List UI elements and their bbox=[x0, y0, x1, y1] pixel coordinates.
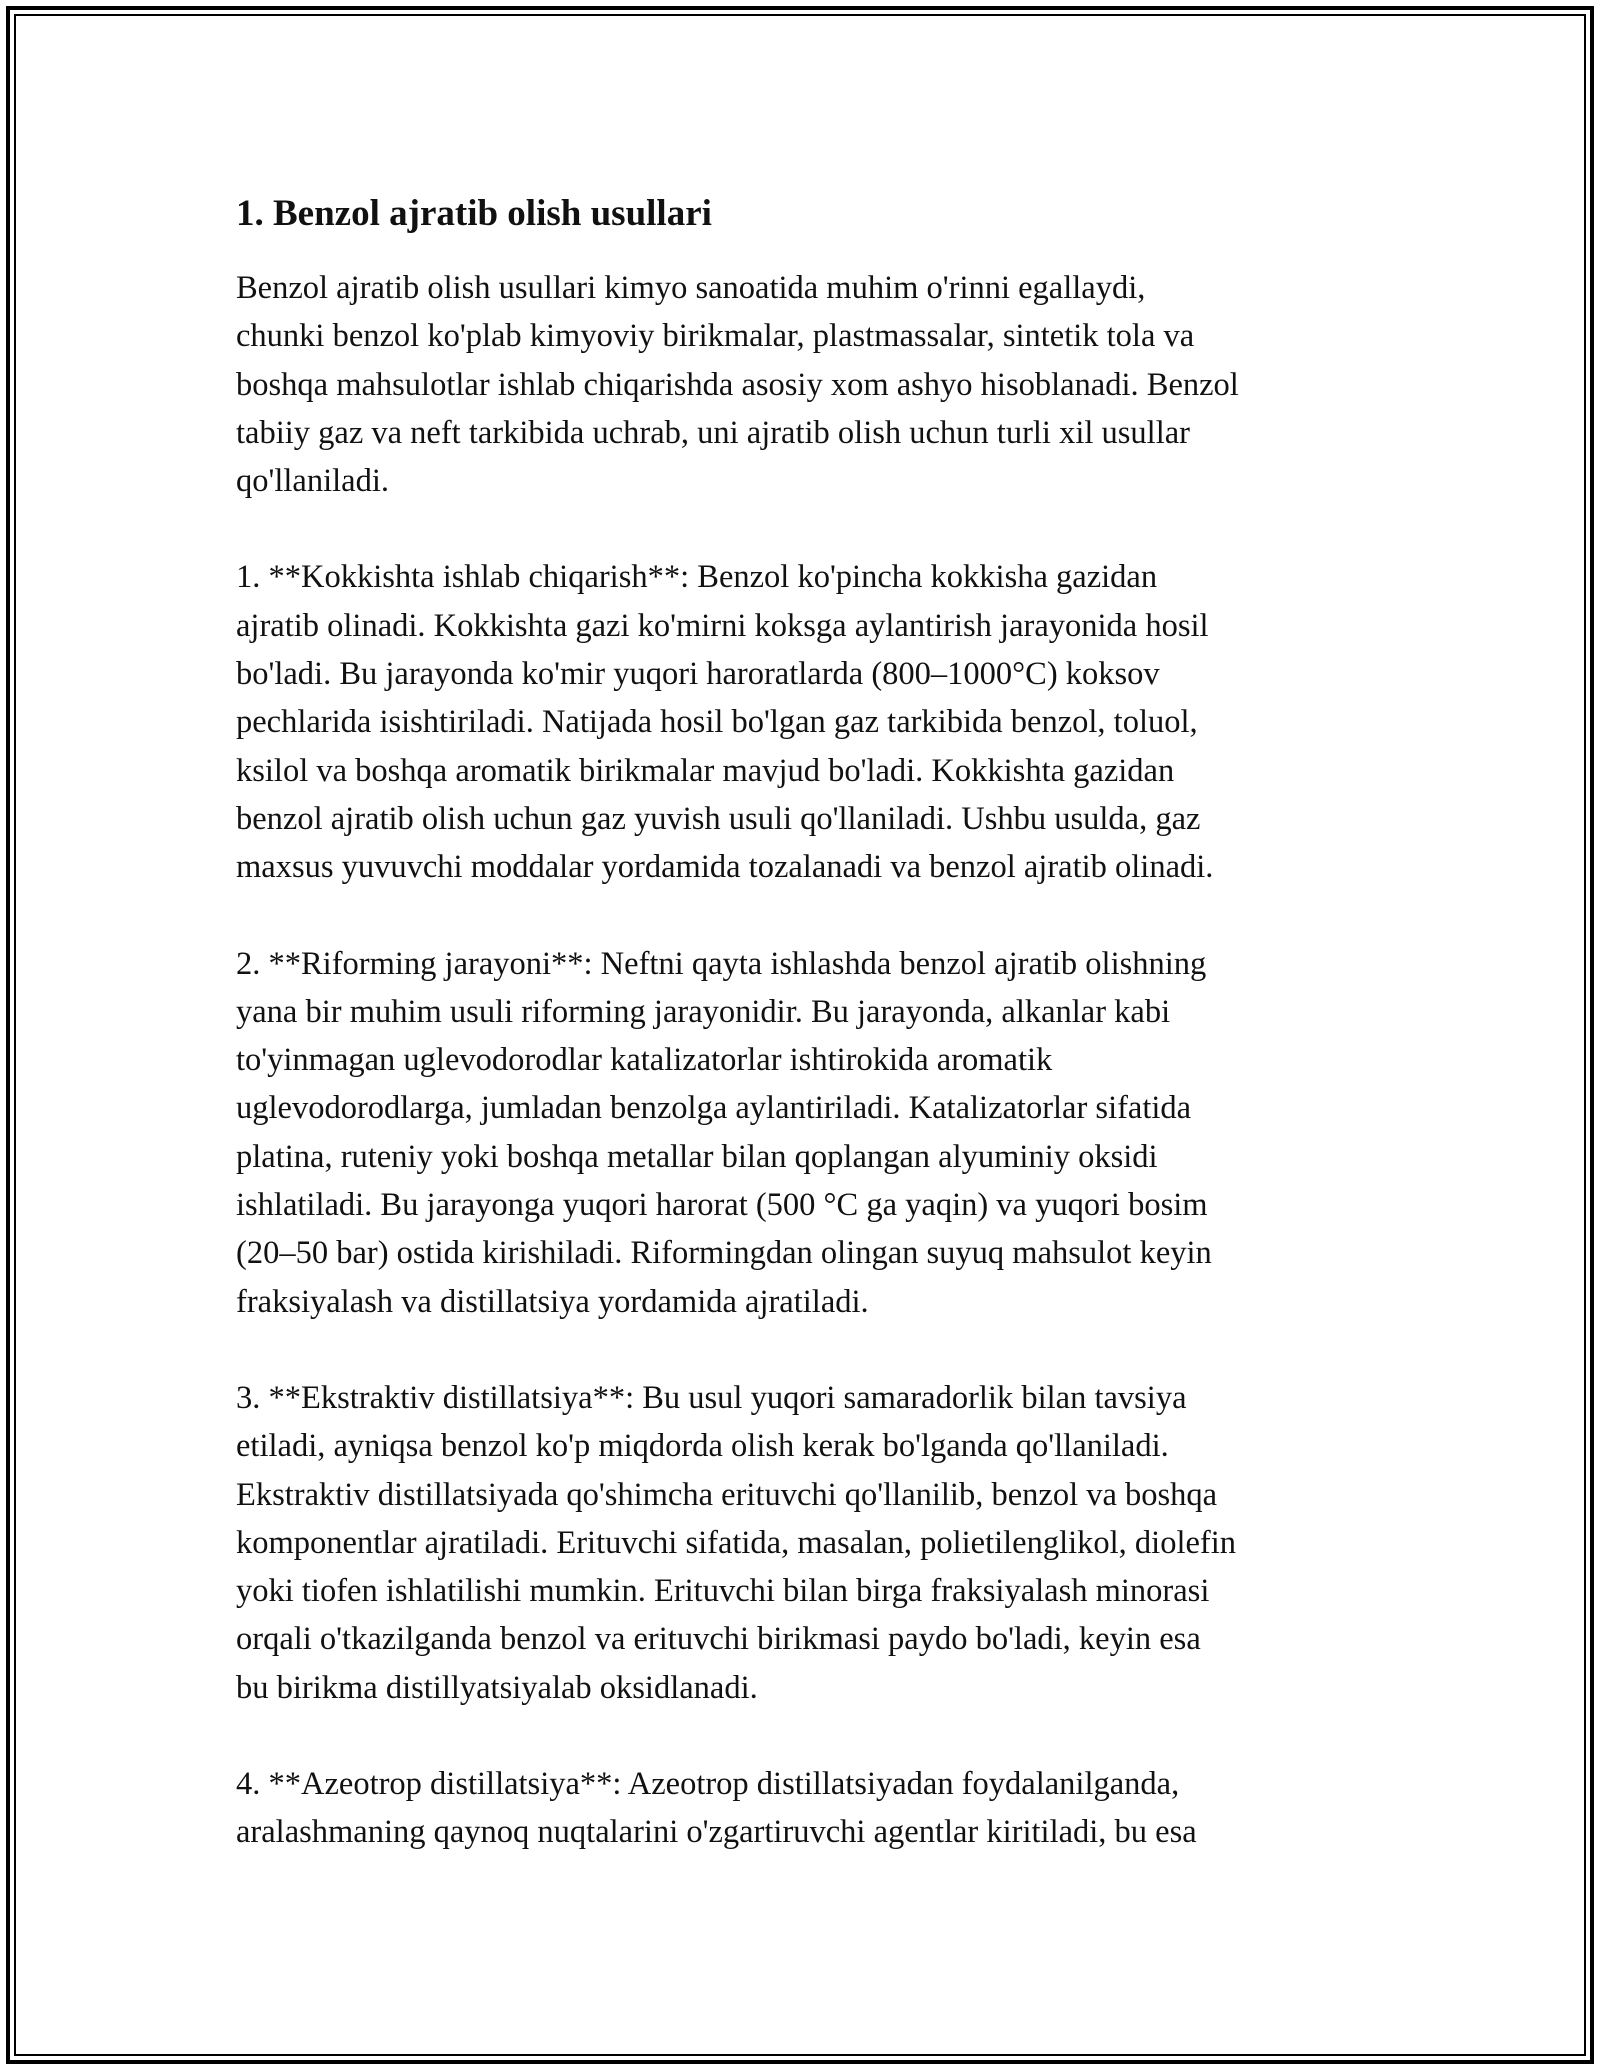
paragraph-line: platina, ruteniy yoki boshqa metallar bilan qoplangan alyuminiy oksidi bbox=[236, 1138, 1158, 1175]
document-title: 1. Benzol ajratib olish usullari bbox=[236, 193, 712, 234]
paragraph-line: to'yinmagan uglevodorodlar katalizatorlar ishtirokida aromatik bbox=[236, 1042, 1053, 1079]
paragraph bbox=[236, 1374, 1406, 1712]
paragraph-line: pechlarida isishtiriladi. Natijada hosil bo'lgan gaz tarkibida benzol, toluol, bbox=[236, 704, 1198, 741]
paragraph-line: 2. **Riforming jarayoni**: Neftni qayta ishlashda benzol ajratib olishning bbox=[236, 945, 1207, 982]
paragraph-line: Ekstraktiv distillatsiyada qo'shimcha erituvchi qo'llanilib, benzol va boshqa bbox=[236, 1476, 1218, 1513]
paragraph-line: bu birikma distillyatsiyalab oksidlanadi. bbox=[236, 1669, 758, 1706]
paragraph-line: ajratib olinadi. Kokkishta gazi ko'mirni koksga aylantirish jarayonida hosil bbox=[236, 607, 1209, 644]
document-page bbox=[236, 186, 1406, 1905]
paragraph-line: 3. **Ekstraktiv distillatsiya**: Bu usul yuqori samaradorlik bilan tavsiya bbox=[236, 1379, 1187, 1416]
paragraph-line: yana bir muhim usuli riforming jarayonidir. Bu jarayonda, alkanlar kabi bbox=[236, 993, 1171, 1030]
paragraph bbox=[236, 1760, 1406, 1857]
paragraph-line: uglevodorodlarga, jumladan benzolga aylantiriladi. Katalizatorlar sifatida bbox=[236, 1090, 1192, 1127]
paragraph-line: chunki benzol ko'plab kimyoviy birikmalar, plastmassalar, sintetik tola va bbox=[236, 318, 1195, 355]
paragraph bbox=[236, 264, 1406, 505]
paragraph-line: yoki tiofen ishlatilishi mumkin. Erituvchi bilan birga fraksiyalash minorasi bbox=[236, 1573, 1210, 1610]
paragraph-line: fraksiyalash va distillatsiya yordamida ajratiladi. bbox=[236, 1283, 869, 1320]
document-body bbox=[236, 264, 1406, 1857]
paragraph-line: boshqa mahsulotlar ishlab chiqarishda asosiy xom ashyo hisoblanadi. Benzol bbox=[236, 366, 1239, 403]
paragraph-line: Benzol ajratib olish usullari kimyo sanoatida muhim o'rinni egallaydi, bbox=[236, 270, 1146, 306]
paragraph-line: orqali o'tkazilganda benzol va erituvchi birikmasi paydo bo'ladi, keyin esa bbox=[236, 1621, 1201, 1658]
paragraph-line: qo'llaniladi. bbox=[236, 463, 389, 500]
paragraph bbox=[236, 940, 1406, 1326]
paragraph-line: bo'ladi. Bu jarayonda ko'mir yuqori haroratlarda (800–1000°C) koksov bbox=[236, 656, 1160, 693]
paragraph-line: aralashmaning qaynoq nuqtalarini o'zgartiruvchi agentlar kiritiladi, bu esa bbox=[236, 1814, 1197, 1851]
paragraph-line: ishlatiladi. Bu jarayonga yuqori harorat (500 °C ga yaqin) va yuqori bosim bbox=[236, 1187, 1208, 1224]
paragraph-line: komponentlar ajratiladi. Erituvchi sifatida, masalan, polietilenglikol, diolefin bbox=[236, 1524, 1237, 1561]
paragraph-line: maxsus yuvuvchi moddalar yordamida tozalanadi va benzol ajratib olinadi. bbox=[236, 849, 1214, 886]
paragraph-line: 1. **Kokkishta ishlab chiqarish**: Benzol ko'pincha kokkisha gazidan bbox=[236, 559, 1158, 596]
paragraph-line: ksilol va boshqa aromatik birikmalar mavjud bo'ladi. Kokkishta gazidan bbox=[236, 752, 1175, 789]
paragraph bbox=[236, 553, 1406, 891]
paragraph-line: etiladi, ayniqsa benzol ko'p miqdorda olish kerak bo'lganda qo'llaniladi. bbox=[236, 1428, 1169, 1465]
paragraph-line: benzol ajratib olish uchun gaz yuvish usuli qo'llaniladi. Ushbu usulda, gaz bbox=[236, 800, 1201, 837]
paragraph-line: tabiiy gaz va neft tarkibida uchrab, uni ajratib olish uchun turli xil usullar bbox=[236, 414, 1190, 451]
paragraph-line: (20–50 bar) ostida kirishiladi. Riformingdan olingan suyuq mahsulot keyin bbox=[236, 1235, 1212, 1272]
paragraph-line: 4. **Azeotrop distillatsiya**: Azeotrop distillatsiyadan foydalanilganda, bbox=[236, 1766, 1180, 1803]
